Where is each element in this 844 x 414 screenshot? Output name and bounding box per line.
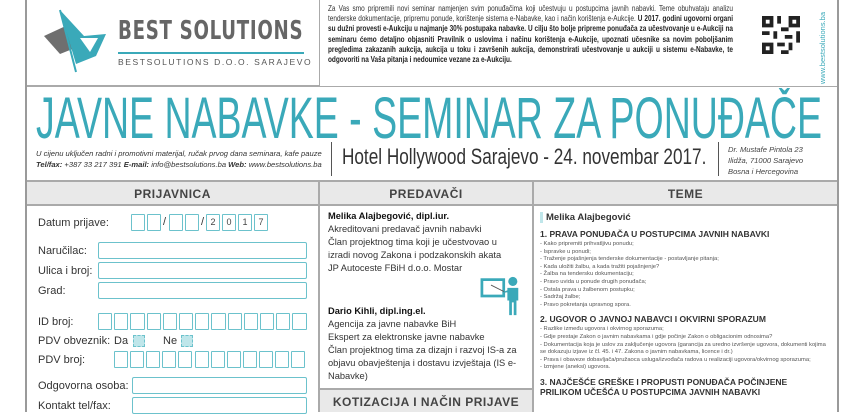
- topics-list: [540, 212, 830, 397]
- date-slash: /: [163, 216, 167, 228]
- topic-item: - Traženje pojašnjenja tenderske dokumentacije - postavljanje pitanja;: [540, 256, 719, 263]
- fee-heading: KOTIZACIJA I NAČIN PRIJAVE: [320, 388, 532, 412]
- address-line: Ilidža, 71000 Sarajevo: [728, 156, 804, 165]
- ulica-field[interactable]: [98, 262, 307, 279]
- lecturer-name: Melika Alajbegović, dipl.iur.: [328, 211, 450, 221]
- topic-item: - Kada uložiti žalbu, a kada tražiti pojašnjenje?: [540, 263, 660, 270]
- qr-code-icon: [762, 16, 800, 54]
- digit-cell[interactable]: [162, 351, 176, 368]
- lecturer-line: Akreditovani predavač javnih nabavki: [328, 224, 482, 234]
- intro-plain: Za Vas smo pripremili novi seminar namjenjen svim ponuđačima koji učestvuju u postupcima javnih nabavki. Teme obuhvataju analizu tenderske dokumentacije, pripremu ponude, korištenje sistema e-Nabavke, kao i način korištenja e-Aukcije.: [328, 3, 733, 24]
- digit-cell[interactable]: [114, 351, 128, 368]
- best-solutions-logo: [40, 6, 112, 76]
- venue-date: Hotel Hollywood Sarajevo - 24. novembar 2017.: [342, 144, 707, 169]
- odgovorna-label: Odgovorna osoba:: [38, 380, 129, 392]
- web-label: Web:: [228, 160, 247, 169]
- digit-cell[interactable]: [163, 313, 177, 330]
- id-broj-label: ID broj:: [38, 316, 74, 328]
- topic-item: - Kako pripremiti prihvatljivu ponudu;: [540, 241, 634, 247]
- date-year-cell[interactable]: 0: [222, 214, 236, 231]
- lecturer-name: Dario Kihli, dipl.ing.el.: [328, 306, 426, 316]
- da-label: Da: [114, 335, 129, 347]
- topic-item: - Ostala prava u žalbenom postupku;: [540, 286, 635, 293]
- digit-cell[interactable]: [260, 313, 274, 330]
- kontakt-field[interactable]: [132, 397, 307, 414]
- lecturer-2: [328, 305, 532, 383]
- digit-cell[interactable]: [146, 351, 160, 368]
- website-vertical: www.bestsolutions.ba: [818, 12, 827, 85]
- topic-item: - Razlike između ugovora i okvirnog sporazuma;: [540, 326, 664, 333]
- kontakt-label: Kontakt tel/fax:: [38, 400, 111, 412]
- topic-item: - Pravo pokretanja upravnog spora.: [540, 301, 631, 308]
- digit-cell[interactable]: [130, 351, 144, 368]
- date-label: Datum prijave:: [38, 217, 109, 229]
- topic-item: - Prava i obaveze dobavljača/pružaoca usluga/izvođača radova u realizaciji ugovora/okvirnog sporazuma;: [540, 356, 811, 363]
- divider: [718, 142, 719, 176]
- date-day-cell[interactable]: [131, 214, 145, 231]
- digit-cell[interactable]: [130, 313, 144, 330]
- digit-cell[interactable]: [292, 313, 306, 330]
- topic-heading: 2. UGOVOR O JAVNOJ NABAVCI I OKVIRNI SPORAZUM: [540, 314, 766, 325]
- venue-address: [728, 144, 803, 177]
- form-heading: PRIJAVNICA: [27, 182, 318, 206]
- topic-item: - Dokumentacija koja je uslov za zaključenje ugovora (garancija za uredno izvršenje ugovora, dokumenti kojima se dokazuju izjave iz čl. 45. i 47. Zakona o javnim nabavkama, licence i dr.): [540, 341, 826, 356]
- topic-item: - Izmjene (aneksi) ugovora.: [540, 364, 611, 371]
- narucilac-field[interactable]: [98, 242, 307, 259]
- lecturer-line: Član projektnog tima koji je učestvovao u: [328, 237, 497, 247]
- column-divider: [532, 182, 534, 412]
- date-year-cell[interactable]: 7: [254, 214, 268, 231]
- topic-item: - Žalba na tendersku dokumentaciju;: [540, 271, 634, 278]
- topic-item: - Pravo uvida u ponude drugih ponuđača;: [540, 278, 647, 285]
- digit-cell[interactable]: [228, 313, 242, 330]
- digit-cell[interactable]: [276, 313, 290, 330]
- digit-cell[interactable]: [259, 351, 273, 368]
- tel-value: +387 33 217 391: [62, 160, 124, 169]
- date-day-cell[interactable]: [147, 214, 161, 231]
- digit-cell[interactable]: [211, 313, 225, 330]
- lecturer-line: Ekspert za elektronske javne nabavke: [328, 332, 485, 342]
- included-text: U cijenu uključen radni i promotivni materijal, ručak prvog dana seminara, kafe pauze: [36, 149, 322, 158]
- topics-lecturer: Melika Alajbegović: [540, 212, 830, 223]
- digit-cell[interactable]: [179, 313, 193, 330]
- digit-cell[interactable]: [178, 351, 192, 368]
- pdv-obveznik-label: PDV obveznik:: [38, 335, 111, 347]
- intro-bold: U 2017. godini ugovorni organi su dužni provesti e-Aukciju u najmanje 30% postupaka nabavke. U cilju što bolje pripreme ponuđača za učestvovanje u e-Aukciji na seminaru ćemo detaljno objasniti Pravilnik o uslovima i načinu korištenja e-Aukcije, upoznati učesnike sa novim poboljšanim pregledima zakazanih aukcija, aukcija u toku i završenih aukcija, demonstrirati učestvovanje u aukciji u sistemu e-Nabavke, te odgovoriti na Vaša pitanja i nedoumice vezane za e-Aukciju.: [328, 13, 733, 65]
- lecturer-line: Član projektnog tima za dizajn i razvoj IS-a za objavu obavještenja i dostavu izvještaja (IS e-Nabavke): [328, 345, 517, 381]
- lecturer-line: Agencija za javne nabavke BiH: [328, 319, 457, 329]
- digit-cell[interactable]: [195, 351, 209, 368]
- ne-checkbox[interactable]: [181, 335, 193, 347]
- digit-cell[interactable]: [211, 351, 225, 368]
- page-title-wrap: [36, 88, 826, 144]
- page-title: JAVNE NABAVKE - SEMINAR ZA PONUĐAČE: [36, 88, 822, 144]
- date-month-cell[interactable]: [169, 214, 183, 231]
- intro-text: [328, 3, 733, 64]
- digit-cell[interactable]: [147, 313, 161, 330]
- email-label: E-mail:: [123, 160, 150, 169]
- brand-name: BEST SOLUTIONS: [118, 16, 304, 46]
- odgovorna-field[interactable]: [132, 377, 307, 394]
- digit-cell[interactable]: [227, 351, 241, 368]
- address-line: Bosna i Hercegovina: [728, 167, 799, 176]
- column-divider: [318, 182, 320, 412]
- topic-heading: 3. NAJČEŠĆE GREŠKE I PROPUSTI PONUĐAČA POČINJENE PRILIKOM UČEŠĆA U POSTUPCIMA JAVNIH NABAVKI: [540, 376, 788, 397]
- topic-item: - Ispravke u ponudi;: [540, 248, 591, 255]
- included-info: [36, 148, 322, 170]
- grad-label: Grad:: [38, 285, 66, 297]
- lecturers-heading: PREDAVAČI: [320, 182, 532, 206]
- date-month-cell[interactable]: [185, 214, 199, 231]
- date-year-cell[interactable]: 1: [238, 214, 252, 231]
- narucilac-label: Naručilac:: [38, 245, 87, 257]
- topic-heading: 1. PRAVA PONUĐAČA U POSTUPCIMA JAVNIH NABAVKI: [540, 229, 770, 239]
- topic-item: - Gdje prestaje Zakon o javnim nabavkama i gdje počinje Zakon o obligacionim odnosima?: [540, 333, 773, 340]
- date-year-cell[interactable]: 2: [206, 214, 220, 231]
- email-link[interactable]: info@bestsolutions.ba: [149, 160, 229, 169]
- ne-label: Ne: [163, 335, 178, 347]
- web-link[interactable]: www.bestsolutions.ba: [246, 160, 322, 169]
- lecturer-1: [328, 210, 532, 275]
- digit-cell[interactable]: [275, 351, 289, 368]
- pdv-broj-label: PDV broj:: [38, 354, 86, 366]
- date-slash: /: [201, 216, 205, 228]
- topics-heading: TEME: [534, 182, 837, 206]
- divider: [27, 86, 837, 87]
- lecturer-line: izradi novog Zakona i podzakonskih akata: [328, 250, 502, 260]
- digit-cell[interactable]: [114, 313, 128, 330]
- brand-divider: [118, 52, 304, 54]
- digit-cell[interactable]: [195, 313, 209, 330]
- grad-field[interactable]: [98, 282, 307, 299]
- da-checkbox[interactable]: [133, 335, 145, 347]
- digit-cell[interactable]: [291, 351, 305, 368]
- digit-cell[interactable]: [98, 313, 112, 330]
- divider: [331, 142, 332, 176]
- brand-subtitle: BESTSOLUTIONS D.O.O. SARAJEVO: [118, 57, 313, 67]
- lecturer-line: JP Autoceste FBiH d.o.o. Mostar: [328, 263, 463, 273]
- tel-label: Tel/fax:: [36, 160, 63, 169]
- ulica-label: Ulica i broj:: [38, 265, 93, 277]
- topic-item: - Sadržaj žalbe;: [540, 294, 581, 301]
- digit-cell[interactable]: [244, 313, 258, 330]
- digit-cell[interactable]: [243, 351, 257, 368]
- address-line: Dr. Mustafe Pintola 23: [728, 145, 803, 154]
